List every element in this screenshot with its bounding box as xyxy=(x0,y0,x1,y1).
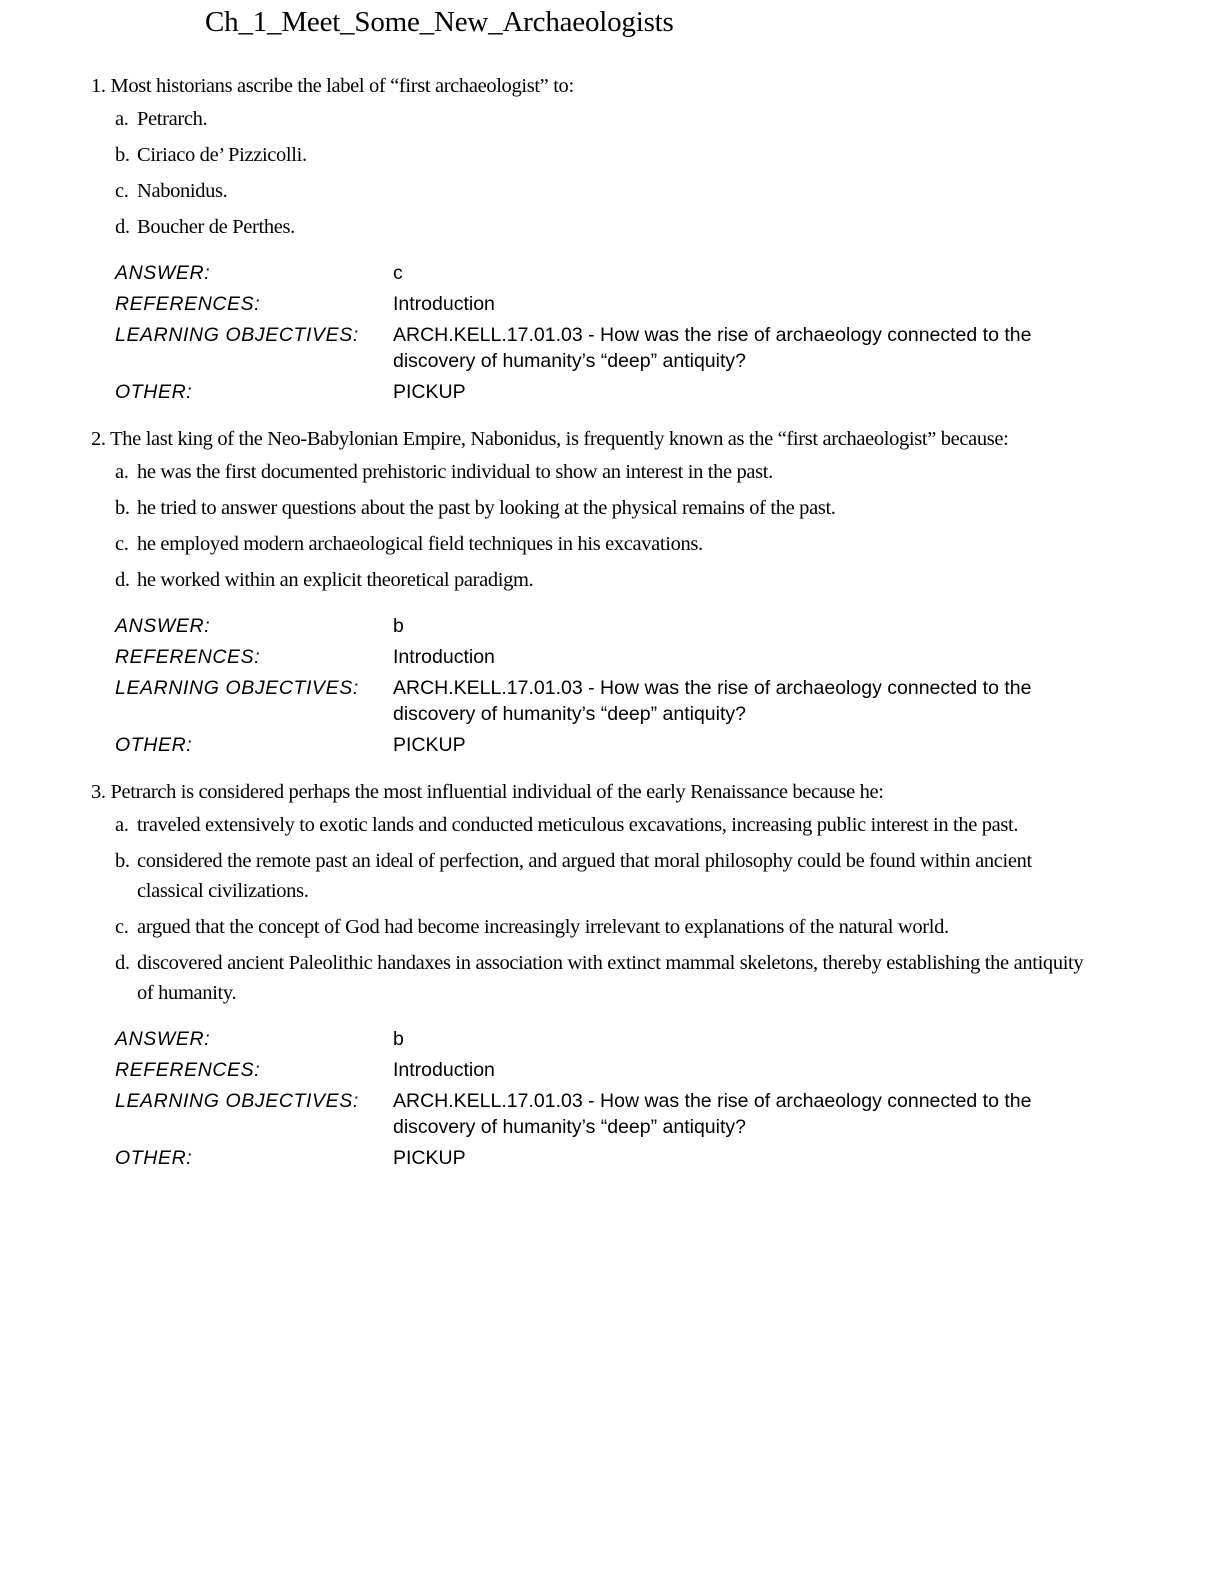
option-text: he tried to answer questions about the past by looking at the physical remains of the past. xyxy=(137,497,836,519)
answer-row xyxy=(115,260,1151,286)
question-number: 3. xyxy=(91,781,106,803)
option-b xyxy=(91,140,1151,170)
learning-objectives-row xyxy=(115,675,1151,727)
option-c xyxy=(91,529,1151,559)
question-text: The last king of the Neo-Babylonian Empire, Nabonidus, is frequently known as the “first archaeologist” because: xyxy=(110,428,1009,450)
references-row xyxy=(115,291,1151,317)
option-a xyxy=(91,810,1151,840)
option-d xyxy=(91,948,1151,1008)
answer-options xyxy=(91,104,1151,242)
question-text: Petrarch is considered perhaps the most influential individual of the early Renaissance because he: xyxy=(110,781,884,803)
answer-options xyxy=(91,457,1151,595)
answer-label: ANSWER: xyxy=(115,615,211,637)
learning-objectives-value: ARCH.KELL.17.01.03 - How was the rise of archaeology connected to the discovery of humanity’s “deep” antiquity? xyxy=(393,1090,1032,1138)
option-text: Petrarch. xyxy=(137,108,208,130)
other-label: OTHER: xyxy=(115,734,193,756)
option-letter: a. xyxy=(115,461,129,483)
other-label: OTHER: xyxy=(115,1147,193,1169)
learning-objectives-value: ARCH.KELL.17.01.03 - How was the rise of archaeology connected to the discovery of humanity’s “deep” antiquity? xyxy=(393,677,1032,725)
answer-value: b xyxy=(393,615,404,637)
option-text: considered the remote past an ideal of perfection, and argued that moral philosophy could be found within ancient classical civilizations. xyxy=(137,850,1032,902)
answer-label: ANSWER: xyxy=(115,1028,211,1050)
option-text: Ciriaco de’ Pizzicolli. xyxy=(137,144,307,166)
option-letter: c. xyxy=(115,533,129,555)
option-a xyxy=(91,457,1151,487)
other-value: PICKUP xyxy=(393,734,466,756)
question-1 xyxy=(91,72,1151,410)
other-row xyxy=(115,379,1151,405)
option-b xyxy=(91,493,1151,523)
question-number: 1. xyxy=(91,75,106,97)
answer-row xyxy=(115,1026,1151,1052)
references-value: Introduction xyxy=(393,293,495,315)
answer-value: c xyxy=(393,262,403,284)
question-number: 2. xyxy=(91,428,106,450)
other-row xyxy=(115,732,1151,758)
other-value: PICKUP xyxy=(393,381,466,403)
option-c xyxy=(91,912,1151,942)
option-text: he worked within an explicit theoretical paradigm. xyxy=(137,569,534,591)
learning-objectives-label: LEARNING OBJECTIVES: xyxy=(115,324,359,346)
option-c xyxy=(91,176,1151,206)
option-letter: d. xyxy=(115,216,130,238)
option-text: he employed modern archaeological field techniques in his excavations. xyxy=(137,533,703,555)
references-label: REFERENCES: xyxy=(115,646,261,668)
option-text: he was the first documented prehistoric individual to show an interest in the past. xyxy=(137,461,773,483)
learning-objectives-row xyxy=(115,1088,1151,1140)
option-d xyxy=(91,212,1151,242)
learning-objectives-value: ARCH.KELL.17.01.03 - How was the rise of archaeology connected to the discovery of humanity’s “deep” antiquity? xyxy=(393,324,1032,372)
references-value: Introduction xyxy=(393,646,495,668)
other-value: PICKUP xyxy=(393,1147,466,1169)
option-text: discovered ancient Paleolithic handaxes in association with extinct mammal skeletons, thereby establishing the antiquity of humanity. xyxy=(137,952,1084,1004)
references-label: REFERENCES: xyxy=(115,1059,261,1081)
answer-options xyxy=(91,810,1151,1008)
other-label: OTHER: xyxy=(115,381,193,403)
answer-value: b xyxy=(393,1028,404,1050)
question-metadata xyxy=(115,613,1151,758)
option-letter: a. xyxy=(115,814,129,836)
learning-objectives-label: LEARNING OBJECTIVES: xyxy=(115,1090,359,1112)
option-text: Nabonidus. xyxy=(137,180,228,202)
option-letter: b. xyxy=(115,497,130,519)
learning-objectives-label: LEARNING OBJECTIVES: xyxy=(115,677,359,699)
references-row xyxy=(115,644,1151,670)
page-title: Ch_1_Meet_Some_New_Archaeologists xyxy=(205,6,674,38)
option-letter: a. xyxy=(115,108,129,130)
answer-row xyxy=(115,613,1151,639)
option-b xyxy=(91,846,1151,906)
question-stem xyxy=(91,778,1151,806)
references-value: Introduction xyxy=(393,1059,495,1081)
option-text: Boucher de Perthes. xyxy=(137,216,295,238)
option-text: traveled extensively to exotic lands and conducted meticulous excavations, increasing public interest in the past. xyxy=(137,814,1019,836)
question-3 xyxy=(91,778,1151,1176)
references-row xyxy=(115,1057,1151,1083)
option-letter: c. xyxy=(115,916,129,938)
question-text: Most historians ascribe the label of “first archaeologist” to: xyxy=(110,75,574,97)
other-row xyxy=(115,1145,1151,1171)
option-letter: b. xyxy=(115,850,130,872)
option-letter: c. xyxy=(115,180,129,202)
option-text: argued that the concept of God had become increasingly irrelevant to explanations of the natural world. xyxy=(137,916,949,938)
option-a xyxy=(91,104,1151,134)
question-metadata xyxy=(115,260,1151,405)
question-metadata xyxy=(115,1026,1151,1171)
option-letter: d. xyxy=(115,569,130,591)
question-2 xyxy=(91,425,1151,763)
references-label: REFERENCES: xyxy=(115,293,261,315)
option-letter: b. xyxy=(115,144,130,166)
question-stem xyxy=(91,72,1151,100)
learning-objectives-row xyxy=(115,322,1151,374)
option-d xyxy=(91,565,1151,595)
answer-label: ANSWER: xyxy=(115,262,211,284)
question-stem xyxy=(91,425,1151,453)
option-letter: d. xyxy=(115,952,130,974)
